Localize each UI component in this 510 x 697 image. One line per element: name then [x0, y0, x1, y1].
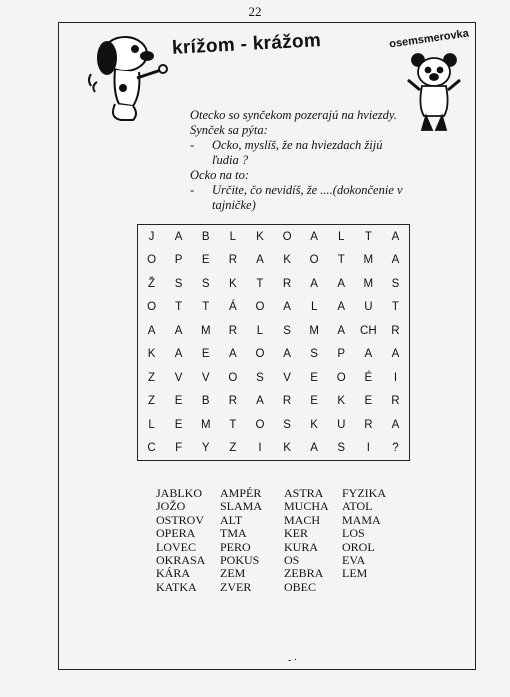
grid-cell: M [309, 324, 319, 337]
grid-cell: T [256, 277, 264, 290]
grid-cell: A [364, 348, 373, 361]
grid-cell: A [174, 348, 183, 361]
word-item: ATOL [342, 499, 373, 514]
grid-cell: K [229, 277, 237, 290]
scan-mark: - · [288, 655, 298, 666]
word-column [284, 487, 342, 594]
grid-cell: A [337, 301, 346, 314]
grid-cell: A [310, 277, 318, 290]
grid-cell: P [174, 254, 183, 267]
grid-cell: F [175, 442, 183, 455]
grid-cell: R [282, 395, 292, 408]
grid-cell: A [391, 230, 400, 243]
word-item: OKRASA [156, 553, 206, 568]
grid-cell: S [256, 371, 264, 384]
word-item: POKUS [220, 553, 260, 568]
grid-cell: E [310, 371, 318, 384]
word-item: LEM [342, 566, 368, 581]
puzzle-type-label: osemsmerovka [388, 27, 470, 51]
grid-cell: Z [229, 442, 237, 455]
word-item: TMA [220, 526, 247, 541]
grid-cell: A [337, 277, 346, 290]
word-item: LOS [342, 526, 365, 541]
grid-cell: A [391, 254, 400, 267]
grid-cell: V [283, 371, 291, 384]
grid-cell: R [228, 324, 237, 337]
word-column [220, 487, 284, 594]
word-item: ZEBRA [284, 566, 324, 581]
grid-cell: O [228, 371, 238, 384]
grid-cell: O [255, 301, 265, 314]
grid-cell: R [228, 254, 237, 267]
grid-cell: R [391, 324, 400, 337]
grid-cell: A [310, 442, 318, 455]
grid-cell: T [175, 301, 183, 314]
grid-cell: E [174, 418, 183, 431]
grid-cell: L [338, 230, 345, 243]
grid-cell: O [147, 254, 157, 267]
grid-cell: ? [392, 442, 399, 455]
grid-cell: T [202, 301, 210, 314]
grid-cell: K [256, 230, 264, 243]
grid-cell: A [256, 395, 264, 408]
grid-cell: CH [360, 324, 377, 337]
grid-cell: A [147, 324, 156, 337]
grid-cell: L [229, 230, 237, 243]
grid-cell: A [391, 418, 400, 431]
grid-cell: I [393, 371, 398, 384]
grid-cell: E [201, 348, 210, 361]
grid-cell: A [337, 324, 346, 337]
grid-cell: S [201, 277, 210, 290]
word-item: OROL [342, 539, 375, 554]
grid-cell: S [283, 418, 291, 431]
grid-cell: S [310, 348, 318, 361]
grid-cell: I [258, 442, 262, 455]
grid-cell: A [174, 324, 183, 337]
grid-cell: B [201, 230, 210, 243]
word-item: EVA [342, 553, 366, 568]
puzzle-title: krížom - krážom [171, 30, 322, 59]
grid-cell: M [200, 324, 211, 337]
story-text [190, 108, 410, 213]
grid-cell: M [200, 418, 211, 431]
grid-cell: T [364, 230, 372, 243]
grid-cell: M [363, 254, 374, 267]
word-item: PERO [220, 539, 251, 554]
dialog-text: Určite, čo nevidíš, že ....(dokončenie v tajničke) [212, 183, 403, 212]
grid-cell: R [228, 395, 237, 408]
word-item: SLAMA [220, 499, 263, 514]
word-item: ALT [220, 512, 243, 527]
grid-cell: Z [148, 395, 156, 408]
letter-grid [137, 224, 410, 461]
bear-illustration [404, 46, 464, 136]
word-item: LOVEC [156, 539, 196, 554]
grid-cell: A [283, 348, 291, 361]
dialog-text: Ocko, myslíš, že na hviezdach žijú ľudia ? [212, 138, 383, 167]
page-number: 22 [248, 4, 262, 19]
grid-cell: V [174, 371, 183, 384]
word-item: ZEM [220, 566, 246, 581]
dialog-dash: - [190, 183, 195, 197]
word-item: OBEC [284, 579, 317, 594]
grid-cell: K [337, 395, 346, 408]
grid-cell: U [337, 418, 346, 431]
grid-cell: U [364, 301, 373, 314]
word-item: KATKA [156, 579, 197, 594]
grid-cell: I [366, 442, 370, 455]
grid-cell: O [282, 230, 292, 243]
grid-cell: S [337, 442, 346, 455]
word-list [156, 487, 402, 594]
word-item: MACH [284, 512, 321, 527]
grid-cell: A [391, 348, 400, 361]
grid-cell: T [229, 418, 237, 431]
grid-cell: Y [201, 442, 210, 455]
dialog-dash: - [190, 138, 195, 152]
word-item: KURA [284, 539, 319, 554]
word-item: KER [284, 526, 308, 541]
word-column [156, 487, 220, 594]
word-item: OSTROV [156, 512, 205, 527]
dialog-line [190, 138, 410, 168]
grid-cell: T [391, 301, 399, 314]
grid-cell: A [229, 348, 237, 361]
grid-cell: Á [229, 301, 237, 314]
word-item: MUCHA [284, 499, 329, 514]
grid-cell: E [310, 395, 318, 408]
grid-cell: Z [148, 371, 156, 384]
grid-cell: K [310, 418, 318, 431]
story-line: Otecko so synčekom pozerajú na hviezdy. [190, 108, 397, 122]
word-item: ASTRA [284, 486, 324, 500]
word-item: ZVER [220, 579, 252, 594]
word-item: JOŽO [156, 499, 186, 514]
word-item: JABLKO [156, 486, 203, 500]
grid-cell: L [148, 418, 155, 431]
word-item: MAMA [342, 512, 381, 527]
dialog-line [190, 183, 410, 213]
grid-cell: L [310, 301, 318, 314]
grid-cell: A [174, 230, 183, 243]
grid-cell: O [147, 301, 157, 314]
grid-cell: O [309, 254, 319, 267]
grid-cell: S [283, 324, 291, 337]
grid-cell: A [310, 230, 318, 243]
grid-cell: J [148, 230, 155, 243]
grid-cell: S [391, 277, 400, 290]
grid-cell: R [364, 418, 373, 431]
word-item: OS [284, 553, 300, 568]
grid-cell: R [282, 277, 292, 290]
word-column [342, 487, 402, 594]
grid-cell: E [364, 395, 373, 408]
grid-cell: E [201, 254, 210, 267]
grid-cell: M [363, 277, 374, 290]
grid-cell: P [337, 348, 346, 361]
grid-cell: L [256, 324, 264, 337]
grid-cell: E [174, 395, 183, 408]
grid-cell: B [201, 395, 210, 408]
story-line: Synček sa pýta: [190, 123, 268, 137]
grid-cell: K [283, 442, 291, 455]
grid-cell: S [174, 277, 183, 290]
grid-cell: É [364, 371, 373, 384]
grid-cell: O [336, 371, 346, 384]
grid-cell: O [255, 418, 265, 431]
grid-cell: Ž [148, 277, 156, 290]
grid-cell: C [147, 442, 156, 455]
grid-cell: T [337, 254, 345, 267]
grid-cell: O [255, 348, 265, 361]
word-item: FYZIKA [342, 486, 386, 500]
grid-cell: K [283, 254, 291, 267]
grid-cell: K [147, 348, 156, 361]
grid-cell: V [201, 371, 210, 384]
word-item: KÁRA [156, 566, 191, 581]
word-item: OPERA [156, 526, 196, 541]
grid-cell: A [256, 254, 264, 267]
word-item: AMPÉR [220, 486, 262, 500]
grid-cell: A [283, 301, 291, 314]
grid-cell: R [391, 395, 400, 408]
story-line: Ocko na to: [190, 168, 250, 182]
